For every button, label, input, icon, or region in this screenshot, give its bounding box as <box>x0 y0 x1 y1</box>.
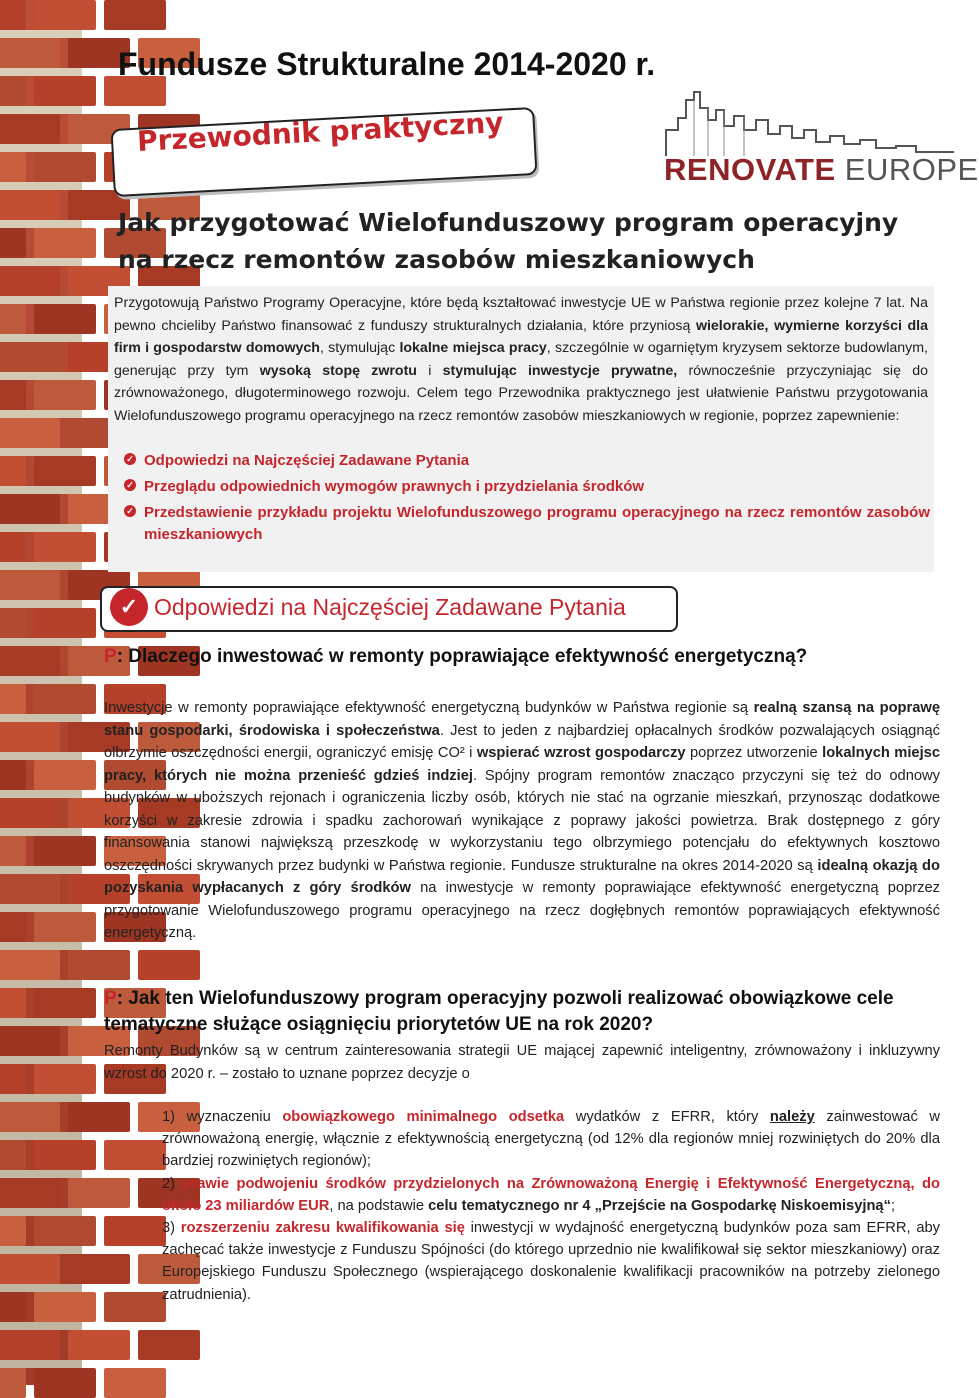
answer-2: Remonty Budynków są w centrum zainteresowania strategii UE mającej zapewnić inteligentny, zrównoważony i inkluzywny wzrost do 2020 r. – zostało to uznane poprzez decyzje o <box>104 1043 940 1082</box>
question-prefix: P <box>104 646 117 667</box>
brick-row <box>0 1368 114 1398</box>
brick <box>0 912 26 942</box>
answer-text: na inwestycje w remonty poprawiające efektywność energetyczną poprzez przygotowanie Wielofunduszowego programu operacyjnego na rzecz dogłębnych remontów poprawiających efektywność energetyczną. <box>104 880 940 941</box>
item-text: , na podstawie <box>329 1197 429 1214</box>
question-2 <box>104 986 940 1038</box>
intro-text-5: równocześnie przyczyniając się do zrównoważonego, długoterminowego rozwoju. Celem tego Przewodnika praktycznego jest ułatwienie Państwu przygotowania Wielofunduszowego programu operacyjnego na rzecz remontów zasobów mieszkaniowych w regionie, poprzez zapewnienie: <box>114 362 928 424</box>
item-text: 1) wyznaczeniu <box>162 1109 283 1125</box>
brick-row <box>0 228 114 258</box>
logo-wordmark <box>664 152 979 188</box>
intro-bold-1: wielorakie, wymierne korzyści dla firm i gospodarstw domowych <box>114 317 928 356</box>
brick <box>0 228 26 258</box>
brick <box>0 152 26 182</box>
brick <box>0 0 26 30</box>
answer-bold: lokalnych miejsc pracy, których nie można przenieść gdzieś indziej <box>104 745 940 784</box>
item-text: wydatków z EFRR, który <box>564 1109 770 1125</box>
check-icon: ✓ <box>124 505 136 517</box>
brick <box>34 0 96 30</box>
brick <box>0 418 60 448</box>
bullet-text: Odpowiedzi na Najczęściej Zadawane Pytania <box>144 452 470 469</box>
brick <box>34 1140 96 1170</box>
brick <box>0 190 60 220</box>
answer-text: Inwestycje w remonty poprawiające efektywność energetyczną budynków w Państwa regionie są <box>104 700 754 716</box>
brick <box>0 722 60 752</box>
logo-word-europe: EUROPE <box>844 152 979 187</box>
brick <box>68 1178 130 1208</box>
brick-row <box>0 532 114 562</box>
intro-bold-2: lokalne miejsca pracy <box>399 340 547 356</box>
brick <box>104 1140 166 1170</box>
brick <box>0 570 60 600</box>
brick <box>0 380 26 410</box>
intro-text-2: , stymulując <box>319 340 400 356</box>
brick-row <box>0 0 114 30</box>
brick <box>0 532 26 562</box>
brick <box>0 1330 60 1360</box>
list-item <box>162 1173 940 1217</box>
item-text: 2) <box>162 1175 183 1192</box>
brick-row <box>0 836 114 866</box>
list-item <box>124 476 930 498</box>
brick-row <box>0 1064 114 1094</box>
brick <box>34 304 96 334</box>
brick-row <box>0 608 114 638</box>
page-title: Fundusze Strukturalne 2014-2020 r. <box>118 46 656 82</box>
brick <box>68 1330 130 1360</box>
brick <box>34 532 96 562</box>
brick-row <box>0 912 114 942</box>
intro-text-1: Przygotowują Państwo Programy Operacyjne, które będą kształtować inwestycje UE w Państwa regionie przez kolejne 7 lat. Na pewno chcieliby Państwo finansować z funduszy strukturalnych działania, które przyniosą <box>114 295 928 334</box>
check-icon: ✓ <box>124 453 136 465</box>
item-text: zainwestować w zrównoważoną energię, włącznie z efektywnością energetyczną (od 12% dla regionów mniej rozwiniętych do 20% dla bardziej rozwiniętych regionów); <box>162 1109 941 1170</box>
brick <box>0 1178 60 1208</box>
brick <box>138 950 200 980</box>
brick <box>0 1140 26 1170</box>
guide-label: Przewodnik praktyczny <box>136 105 505 158</box>
item-bold: celu tematycznego nr 4 „Przejście na Gospodarkę Niskoemisyjną“ <box>428 1197 891 1214</box>
item-text: ; <box>890 1197 896 1214</box>
brick <box>0 798 60 828</box>
brick <box>0 760 26 790</box>
decision-list <box>162 1106 940 1306</box>
item-text: 3) <box>162 1220 181 1237</box>
brick-row <box>0 988 114 1018</box>
brick <box>0 874 60 904</box>
document-subtitle: Jak przygotować Wielofunduszowy program operacyjny na rzecz remontów zasobów mieszkaniowych <box>118 208 899 274</box>
item-highlight: rozszerzeniu zakresu kwalifikowania się <box>180 1220 465 1237</box>
brick <box>0 1254 60 1284</box>
brick <box>68 950 130 980</box>
item-highlight: obowiązkowego minimalnego odsetka <box>282 1109 565 1125</box>
brick <box>0 456 26 486</box>
answer-text: poprzez utworzenie <box>685 745 823 761</box>
answer-text: . Spójny program remontów znacząco przyczyni się też do odnowy budynków w uboższych rejonach i ograniczenia liczby osób, których nie stać na ogrzanie mieszkań, przynosząc dodatkowe korzyści w zakresie zdrowia i spadku zachorowań wynikające z poprawy jakości powietrza. Brak dostępnego z góry finansowania stanowi największą przeszkodę w wykorzystaniu tego olbrzymiego potencjału do efektywnych kosztowo oszczędności skrywanych przez budynki w Państwa regionie. Fundusze strukturalne na okres 2014-2020 są <box>104 767 941 874</box>
skyline-icon <box>664 90 954 156</box>
brick <box>0 1292 26 1322</box>
logo-word-renovate: RENOVATE <box>664 152 836 187</box>
brick <box>34 152 96 182</box>
brick-row <box>0 1102 148 1132</box>
intro-bold-3: wysoką stopę zwrotu <box>259 362 417 379</box>
brick <box>34 988 96 1018</box>
brick-row <box>0 1140 114 1170</box>
check-badge-icon: ✓ <box>110 588 148 626</box>
brick <box>0 608 26 638</box>
brick <box>34 912 96 942</box>
brick-wall-decoration <box>0 0 82 1385</box>
intro-bullet-list <box>124 450 930 550</box>
brick <box>34 608 96 638</box>
brick <box>0 1216 26 1246</box>
item-text: inwestycji w wydajność energetyczną budynków poza sam EFRR, aby zachęcać także inwestycje z Funduszu Spójności (do którego uprzednio nie kwalifikował się sektor mieszkaniowy) oraz Europejskiego Funduszu Społecznego (wspierającego doskonalenie kwalifikacji pracowników na potrzeby zielonego zatrudnienia). <box>162 1220 940 1303</box>
answer-bold: wspierać wzrost gospodarczy <box>476 745 686 761</box>
answer-bold: idealną okazją do pozyskania wypłacanych z góry środków <box>104 857 940 896</box>
brick <box>0 684 26 714</box>
list-item <box>162 1106 940 1173</box>
intro-text-3: , szczególnie w ogarniętym kryzysem sektorze budowlanym, generując przy tym <box>114 340 928 379</box>
brick-row <box>0 950 148 980</box>
brick <box>0 1102 60 1132</box>
brick <box>0 836 26 866</box>
brick <box>0 988 26 1018</box>
brick <box>34 228 96 258</box>
brick <box>104 0 166 30</box>
brick-row <box>0 1330 148 1360</box>
brick <box>34 1368 96 1398</box>
intro-bold-4: stymulując inwestycje prywatne, <box>442 362 678 379</box>
brick <box>0 1064 26 1094</box>
brick <box>0 1026 60 1056</box>
intro-paragraph <box>114 292 928 427</box>
brick-row <box>0 760 114 790</box>
brick <box>0 494 60 524</box>
renovate-europe-logo <box>664 90 979 190</box>
brick <box>104 1216 166 1246</box>
brick <box>34 1292 96 1322</box>
brick <box>0 1368 26 1398</box>
brick <box>0 950 60 980</box>
brick <box>68 1102 130 1132</box>
brick-row <box>0 1216 114 1246</box>
brick-row <box>0 152 114 182</box>
answer-1 <box>104 697 940 945</box>
brick <box>34 760 96 790</box>
brick <box>68 1254 130 1284</box>
list-item <box>162 1217 940 1306</box>
item-highlight: prawie podwojeniu środków przydzielonych na Zrównoważoną Energię i Efektywność Energetyczną, do około 23 miliardów EUR <box>162 1175 940 1214</box>
item-underline: należy <box>769 1109 815 1125</box>
brick <box>0 304 26 334</box>
faq-heading: Odpowiedzi na Najczęściej Zadawane Pytania <box>154 594 626 620</box>
brick-row <box>0 1254 148 1284</box>
list-item <box>124 502 930 546</box>
question-text: : Dlaczego inwestować w remonty poprawiające efektywność energetyczną? <box>116 646 808 667</box>
brick-row <box>0 76 114 106</box>
brick <box>138 1330 200 1360</box>
brick-row <box>0 684 114 714</box>
brick <box>34 456 96 486</box>
list-item <box>124 450 930 472</box>
brick <box>0 342 60 372</box>
question-text: : Jak ten Wielofunduszowy program operacyjny pozwoli realizować obowiązkowe cele tematyczne służące osiągnięciu priorytetów UE na rok 2020? <box>104 988 894 1035</box>
answer-bold: realną szansą na poprawę stanu gospodarki, środowiska i społeczeństwa <box>104 700 940 739</box>
brick-row <box>0 304 114 334</box>
brick <box>34 380 96 410</box>
bullet-text: Przeglądu odpowiednich wymogów prawnych i przydzielania środków <box>144 478 645 495</box>
check-icon: ✓ <box>124 479 136 491</box>
brick <box>0 38 60 68</box>
bullet-text: Przedstawienie przykładu projektu Wielofunduszowego programu operacyjnego na rzecz remontów zasobów mieszkaniowych <box>144 504 930 543</box>
brick <box>34 76 96 106</box>
brick <box>0 76 26 106</box>
question-prefix: P <box>104 988 117 1009</box>
brick-row <box>0 1292 114 1322</box>
brick-row <box>0 456 114 486</box>
brick <box>0 266 60 296</box>
brick-row <box>0 1178 148 1208</box>
answer-text: . Jest to jeden z najbardziej opłacalnych środków pozwalających osiągnąć olbrzymie oszczędności energii, ograniczyć emisję CO² i <box>104 722 940 761</box>
brick <box>0 114 60 144</box>
intro-text-4: i <box>416 362 443 379</box>
brick-row <box>0 380 114 410</box>
brick <box>34 1216 96 1246</box>
brick <box>34 836 96 866</box>
brick <box>104 1292 166 1322</box>
brick <box>104 1368 166 1398</box>
question-1 <box>104 644 940 670</box>
brick <box>0 646 60 676</box>
brick <box>34 1064 96 1094</box>
brick <box>34 684 96 714</box>
